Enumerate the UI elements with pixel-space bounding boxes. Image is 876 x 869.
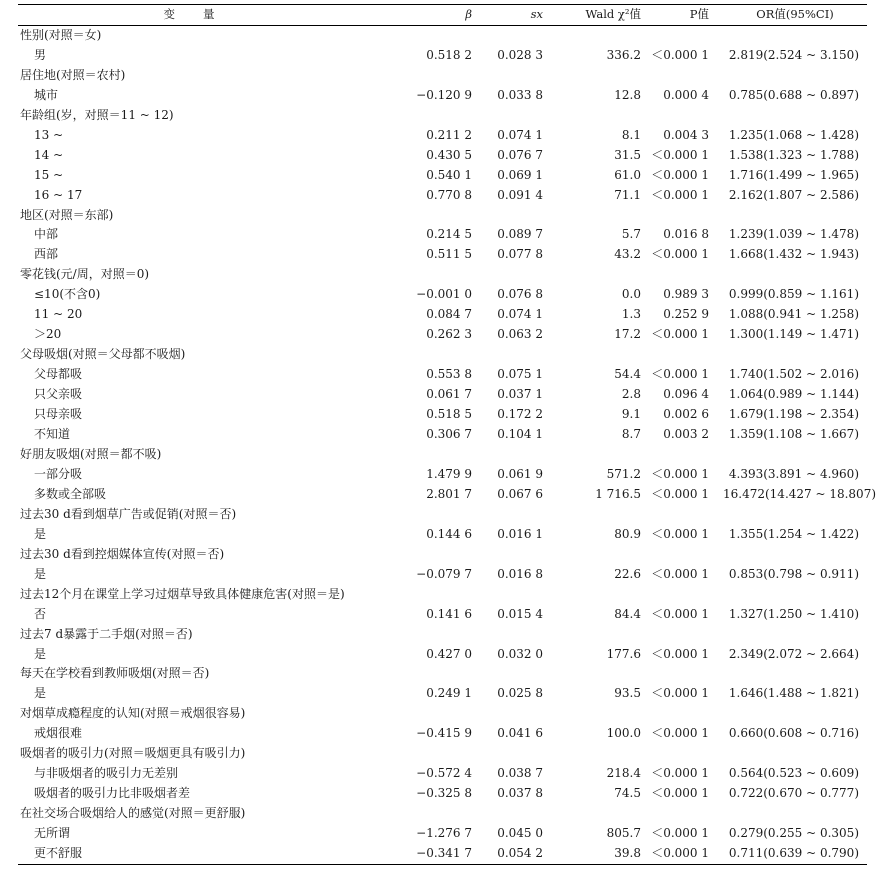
regression-table xyxy=(18,4,876,865)
wald-cell: 22.6 xyxy=(614,566,641,581)
beta-cell: −0.572 4 xyxy=(416,766,472,781)
table-row xyxy=(18,844,867,864)
table-group-row xyxy=(18,66,867,86)
level-label: 是 xyxy=(34,566,47,581)
level-label: 只父亲吸 xyxy=(34,387,83,402)
wald-cell: 5.7 xyxy=(621,227,641,242)
beta-cell: −1.276 7 xyxy=(416,826,472,841)
se-cell: 0.075 1 xyxy=(497,367,543,382)
or-cell: 1.300(1.149 ~ 1.471) xyxy=(728,327,859,342)
beta-cell: −0.001 0 xyxy=(416,287,472,302)
table-row xyxy=(18,305,867,325)
se-cell: 0.067 6 xyxy=(497,486,543,501)
p-cell: 0.096 4 xyxy=(663,387,709,402)
or-cell: 0.785(0.688 ~ 0.897) xyxy=(728,87,859,102)
beta-cell: 0.214 5 xyxy=(426,227,472,242)
se-cell: 0.074 1 xyxy=(497,127,543,142)
or-cell: 1.716(1.499 ~ 1.965) xyxy=(728,167,859,182)
table-row xyxy=(18,565,867,585)
p-cell: ＜0.000 1 xyxy=(651,47,709,62)
table-group-row xyxy=(18,25,867,45)
table-group-row xyxy=(18,545,867,565)
level-label: ≤10(不含0) xyxy=(34,287,101,302)
level-label: 中部 xyxy=(34,227,59,242)
or-cell: 0.564(0.523 ~ 0.609) xyxy=(728,766,859,781)
table-group-row xyxy=(18,206,867,226)
beta-cell: 0.306 7 xyxy=(426,427,472,442)
group-label: 地区(对照＝东部) xyxy=(20,207,114,222)
table-row xyxy=(18,245,867,265)
or-cell: 1.355(1.254 ~ 1.422) xyxy=(728,526,859,541)
group-label: 吸烟者的吸引力(对照＝吸烟更具有吸引力) xyxy=(20,746,246,761)
or-cell: 4.393(3.891 ~ 4.960) xyxy=(728,466,859,481)
beta-cell: −0.341 7 xyxy=(416,846,472,861)
wald-cell: 1 716.5 xyxy=(595,486,641,501)
table-row xyxy=(18,724,867,744)
or-cell: 1.538(1.323 ~ 1.788) xyxy=(728,147,859,162)
or-cell: 1.064(0.989 ~ 1.144) xyxy=(728,387,859,402)
beta-cell: 0.770 8 xyxy=(426,187,472,202)
level-label: 只母亲吸 xyxy=(34,407,83,422)
or-cell: 1.327(1.250 ~ 1.410) xyxy=(728,606,859,621)
beta-cell: 0.141 6 xyxy=(426,606,472,621)
se-cell: 0.089 7 xyxy=(497,227,543,242)
se-cell: 0.016 1 xyxy=(497,526,543,541)
wald-cell: 571.2 xyxy=(606,466,641,481)
table-row xyxy=(18,166,867,186)
p-cell: ＜0.000 1 xyxy=(651,606,709,621)
wald-cell: 93.5 xyxy=(614,686,641,701)
header-wald: Wald χ²值 xyxy=(585,7,641,21)
table-row xyxy=(18,485,867,505)
table-row xyxy=(18,824,867,844)
or-cell: 16.472(14.427 ~ 18.807) xyxy=(723,486,876,501)
se-cell: 0.032 0 xyxy=(497,646,543,661)
p-cell: ＜0.000 1 xyxy=(651,846,709,861)
wald-cell: 218.4 xyxy=(606,766,641,781)
se-cell: 0.054 2 xyxy=(497,846,543,861)
beta-cell: 0.540 1 xyxy=(426,167,472,182)
table-row xyxy=(18,225,867,245)
wald-cell: 31.5 xyxy=(614,147,641,162)
table-row xyxy=(18,784,867,804)
table-body xyxy=(18,25,876,864)
or-cell: 2.349(2.072 ~ 2.664) xyxy=(728,646,859,661)
table-row xyxy=(18,385,867,405)
se-cell: 0.045 0 xyxy=(497,826,543,841)
se-cell: 0.069 1 xyxy=(497,167,543,182)
p-cell: ＜0.000 1 xyxy=(651,526,709,541)
level-label: 一部分吸 xyxy=(34,466,83,481)
beta-cell: 0.144 6 xyxy=(426,526,472,541)
level-label: 无所谓 xyxy=(34,826,71,841)
table-row xyxy=(18,425,867,445)
wald-cell: 17.2 xyxy=(614,327,641,342)
or-cell: 2.162(1.807 ~ 2.586) xyxy=(728,187,859,202)
wald-cell: 2.8 xyxy=(621,387,641,402)
level-label: 否 xyxy=(34,606,47,621)
p-cell: 0.002 6 xyxy=(663,407,709,422)
se-cell: 0.076 7 xyxy=(497,147,543,162)
table-row xyxy=(18,285,867,305)
group-label: 对烟草成瘾程度的认知(对照＝戒烟很容易) xyxy=(20,706,246,721)
beta-cell: 0.211 2 xyxy=(426,127,472,142)
wald-cell: 71.1 xyxy=(614,187,641,202)
level-label: 13 ~ xyxy=(34,127,64,142)
se-cell: 0.028 3 xyxy=(497,47,543,62)
beta-cell: −0.079 7 xyxy=(416,566,472,581)
or-cell: 0.722(0.670 ~ 0.777) xyxy=(728,786,859,801)
p-cell: ＜0.000 1 xyxy=(651,367,709,382)
header-or: OR值(95%CI) xyxy=(756,7,834,21)
table-group-row xyxy=(18,704,867,724)
group-label: 过去12个月在课堂上学习过烟草导致具体健康危害(对照＝是) xyxy=(20,586,345,601)
beta-cell: −0.120 9 xyxy=(416,87,472,102)
level-label: 更不舒服 xyxy=(34,846,83,861)
p-cell: 0.252 9 xyxy=(663,307,709,322)
se-cell: 0.063 2 xyxy=(497,327,543,342)
level-label: 多数或全部吸 xyxy=(34,486,107,501)
wald-cell: 100.0 xyxy=(606,726,641,741)
p-cell: ＜0.000 1 xyxy=(651,147,709,162)
se-cell: 0.172 2 xyxy=(497,407,543,422)
beta-cell: 2.801 7 xyxy=(426,486,472,501)
table-row xyxy=(18,46,867,66)
table-row xyxy=(18,465,867,485)
wald-cell: 1.3 xyxy=(621,307,641,322)
level-label: 与非吸烟者的吸引力无差别 xyxy=(34,766,179,781)
p-cell: 0.016 8 xyxy=(663,227,709,242)
header-beta: β xyxy=(465,7,472,21)
group-label: 过去30 d看到烟草广告或促销(对照＝否) xyxy=(20,506,237,521)
se-cell: 0.016 8 xyxy=(497,566,543,581)
level-label: 11 ~ 20 xyxy=(34,307,83,322)
group-label: 每天在学校看到教师吸烟(对照＝否) xyxy=(20,666,210,681)
or-cell: 0.660(0.608 ~ 0.716) xyxy=(728,726,859,741)
table-row xyxy=(18,684,867,704)
p-cell: ＜0.000 1 xyxy=(651,187,709,202)
table-row xyxy=(18,86,867,106)
level-label: 戒烟很难 xyxy=(34,726,83,741)
level-label: 是 xyxy=(34,526,47,541)
table-group-row xyxy=(18,744,867,764)
or-cell: 1.235(1.068 ~ 1.428) xyxy=(728,127,859,142)
table-header xyxy=(18,5,867,26)
se-cell: 0.037 8 xyxy=(497,786,543,801)
group-label: 居住地(对照＝农村) xyxy=(20,67,126,82)
level-label: 父母都吸 xyxy=(34,367,83,382)
wald-cell: 74.5 xyxy=(614,786,641,801)
group-label: 年龄组(岁，对照＝11 ~ 12) xyxy=(20,107,174,122)
wald-cell: 336.2 xyxy=(606,47,641,62)
or-cell: 1.359(1.108 ~ 1.667) xyxy=(728,427,859,442)
level-label: 14 ~ xyxy=(34,147,64,162)
p-cell: 0.004 3 xyxy=(663,127,709,142)
group-label: 性别(对照＝女) xyxy=(20,27,102,42)
or-cell: 0.711(0.639 ~ 0.790) xyxy=(728,846,859,861)
se-cell: 0.091 4 xyxy=(497,187,543,202)
p-cell: ＜0.000 1 xyxy=(651,826,709,841)
table-group-row xyxy=(18,625,867,645)
table-row xyxy=(18,126,867,146)
se-cell: 0.061 9 xyxy=(497,466,543,481)
wald-cell: 54.4 xyxy=(614,367,641,382)
wald-cell: 39.8 xyxy=(614,846,641,861)
p-cell: ＜0.000 1 xyxy=(651,486,709,501)
wald-cell: 84.4 xyxy=(614,606,641,621)
p-cell: ＜0.000 1 xyxy=(651,247,709,262)
table-row xyxy=(18,325,867,345)
wald-cell: 12.8 xyxy=(614,87,641,102)
se-cell: 0.015 4 xyxy=(497,606,543,621)
se-cell: 0.077 8 xyxy=(497,247,543,262)
beta-cell: −0.325 8 xyxy=(416,786,472,801)
or-cell: 1.740(1.502 ~ 2.016) xyxy=(728,367,859,382)
table-row xyxy=(18,525,867,545)
p-cell: 0.989 3 xyxy=(663,287,709,302)
header-se: sx xyxy=(530,7,543,21)
group-label: 好朋友吸烟(对照＝都不吸) xyxy=(20,446,162,461)
beta-cell: 0.553 8 xyxy=(426,367,472,382)
se-cell: 0.076 8 xyxy=(497,287,543,302)
group-label: 零花钱(元/周，对照＝0) xyxy=(20,267,150,282)
p-cell: 0.003 2 xyxy=(663,427,709,442)
level-label: 男 xyxy=(34,47,47,62)
group-label: 父母吸烟(对照＝父母都不吸烟) xyxy=(20,347,186,362)
table-group-row xyxy=(18,106,867,126)
level-label: 16 ~ 17 xyxy=(34,187,83,202)
level-label: 西部 xyxy=(34,247,59,262)
p-cell: ＜0.000 1 xyxy=(651,786,709,801)
wald-cell: 9.1 xyxy=(621,407,641,422)
beta-cell: 1.479 9 xyxy=(426,466,472,481)
wald-cell: 8.7 xyxy=(621,427,641,442)
or-cell: 0.279(0.255 ~ 0.305) xyxy=(728,826,859,841)
level-label: 吸烟者的吸引力比非吸烟者差 xyxy=(34,786,191,801)
beta-cell: 0.249 1 xyxy=(426,686,472,701)
table-group-row xyxy=(18,345,867,365)
header-variable: 变量 xyxy=(163,7,243,21)
wald-cell: 805.7 xyxy=(606,826,641,841)
table-group-row xyxy=(18,505,867,525)
beta-cell: −0.415 9 xyxy=(416,726,472,741)
p-cell: ＜0.000 1 xyxy=(651,686,709,701)
wald-cell: 177.6 xyxy=(606,646,641,661)
table-group-row xyxy=(18,265,867,285)
level-label: 是 xyxy=(34,646,47,661)
header-p: P值 xyxy=(689,7,709,21)
wald-cell: 8.1 xyxy=(621,127,641,142)
beta-cell: 0.061 7 xyxy=(426,387,472,402)
level-label: 15 ~ xyxy=(34,167,64,182)
table-group-row xyxy=(18,664,867,684)
beta-cell: 0.518 2 xyxy=(426,47,472,62)
or-cell: 0.999(0.859 ~ 1.161) xyxy=(728,287,859,302)
table-row xyxy=(18,186,867,206)
or-cell: 1.239(1.039 ~ 1.478) xyxy=(728,227,859,242)
p-cell: ＜0.000 1 xyxy=(651,167,709,182)
se-cell: 0.038 7 xyxy=(497,766,543,781)
p-cell: ＜0.000 1 xyxy=(651,327,709,342)
or-cell: 0.853(0.798 ~ 0.911) xyxy=(728,566,859,581)
beta-cell: 0.430 5 xyxy=(426,147,472,162)
group-label: 过去7 d暴露于二手烟(对照＝否) xyxy=(20,626,193,641)
p-cell: ＜0.000 1 xyxy=(651,466,709,481)
group-label: 在社交场合吸烟给人的感觉(对照＝更舒服) xyxy=(20,806,246,821)
table-group-row xyxy=(18,804,867,824)
beta-cell: 0.427 0 xyxy=(426,646,472,661)
wald-cell: 61.0 xyxy=(614,167,641,182)
p-cell: 0.000 4 xyxy=(663,87,709,102)
beta-cell: 0.518 5 xyxy=(426,407,472,422)
table-row xyxy=(18,146,867,166)
header-row xyxy=(18,5,867,26)
wald-cell: 80.9 xyxy=(614,526,641,541)
p-cell: ＜0.000 1 xyxy=(651,726,709,741)
table-row xyxy=(18,645,867,665)
table-row xyxy=(18,605,867,625)
se-cell: 0.037 1 xyxy=(497,387,543,402)
se-cell: 0.074 1 xyxy=(497,307,543,322)
table-group-row xyxy=(18,445,867,465)
or-cell: 1.646(1.488 ~ 1.821) xyxy=(728,686,859,701)
se-cell: 0.041 6 xyxy=(497,726,543,741)
p-cell: ＜0.000 1 xyxy=(651,766,709,781)
se-cell: 0.033 8 xyxy=(497,87,543,102)
se-cell: 0.025 8 xyxy=(497,686,543,701)
wald-cell: 43.2 xyxy=(614,247,641,262)
level-label: 不知道 xyxy=(34,427,71,442)
table-group-row xyxy=(18,585,867,605)
se-cell: 0.104 1 xyxy=(497,427,543,442)
wald-cell: 0.0 xyxy=(621,287,641,302)
beta-cell: 0.511 5 xyxy=(426,247,472,262)
table-row xyxy=(18,365,867,385)
level-label: 是 xyxy=(34,686,47,701)
or-cell: 1.679(1.198 ~ 2.354) xyxy=(728,407,859,422)
level-label: ＞20 xyxy=(34,327,62,342)
or-cell: 1.668(1.432 ~ 1.943) xyxy=(728,247,859,262)
table-row xyxy=(18,405,867,425)
table-row xyxy=(18,764,867,784)
p-cell: ＜0.000 1 xyxy=(651,566,709,581)
or-cell: 1.088(0.941 ~ 1.258) xyxy=(728,307,859,322)
group-label: 过去30 d看到控烟媒体宣传(对照＝否) xyxy=(20,546,225,561)
p-cell: ＜0.000 1 xyxy=(651,646,709,661)
beta-cell: 0.084 7 xyxy=(426,307,472,322)
level-label: 城市 xyxy=(34,87,59,102)
beta-cell: 0.262 3 xyxy=(426,327,472,342)
or-cell: 2.819(2.524 ~ 3.150) xyxy=(728,47,859,62)
